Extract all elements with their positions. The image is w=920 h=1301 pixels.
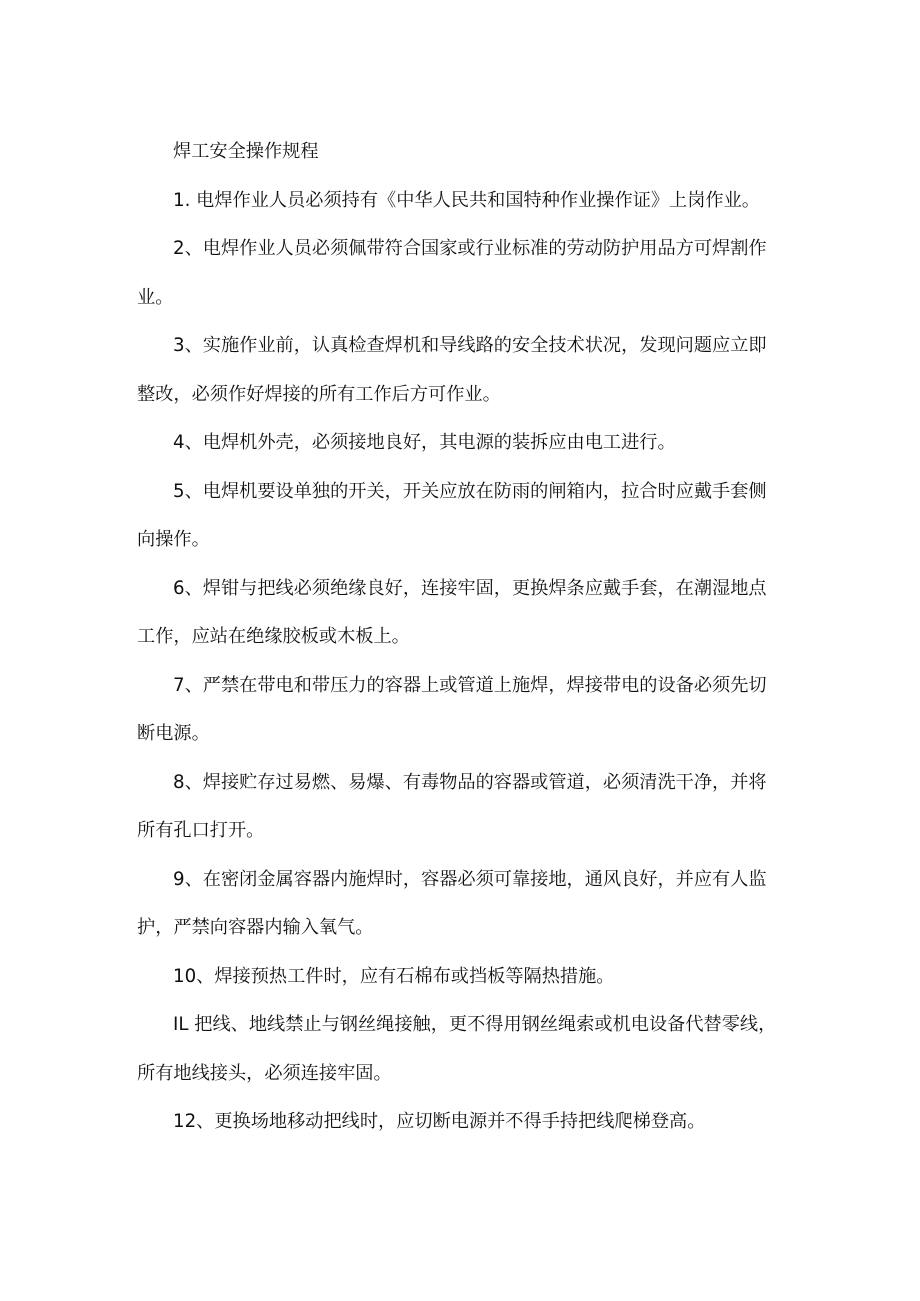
document-title [137,128,797,177]
rule-8-line-1: 8、焊接贮存过易燃、易爆、有毒物品的容器或管道，必须清洗干净，并将 [173,771,767,793]
rule-1 [137,177,797,226]
rule-1-line-1: 1. 电焊作业人员必须持有《中华人民共和国特种作业操作证》上岗作业。 [173,189,760,211]
rule-4-line-1: 4、电焊机外壳，必须接地良好，其电源的装拆应由电工进行。 [173,432,676,453]
rule-3-line-2: 整改，必须作好焊接的所有工作后方可作业。 [137,383,501,405]
rule-2-line-2: 业。 [137,286,174,308]
rule-9-line-1: 9、在密闭金属容器内施焊时，容器必须可靠接地，通风良好，并应有人监 [173,868,767,890]
rule-11-line-1: IL 把线、地线禁止与钢丝绳接触，更不得用钢丝绳索或机电设备代替零线， [173,1014,777,1035]
rule-7-line-2: 断电源。 [137,723,210,744]
rule-7-line-1: 7、严禁在带电和带压力的容器上或管道上施焊，焊接带电的设备必须先切 [173,674,767,696]
rule-5-line-1: 5、电焊机要设单独的开关，开关应放在防雨的闸箱内，拉合时应戴手套侧 [173,480,767,502]
rule-12 [137,1098,797,1147]
rule-2 [137,225,797,322]
rule-9-line-2: 护，严禁向容器内输入氧气。 [137,917,374,938]
rule-3-line-1: 3、实施作业前，认真检查焊机和导线路的安全技术状况，发现问题应立即 [173,335,767,356]
rule-10-line-1: 10、焊接预热工件时，应有石棉布或挡板等隔热措施。 [173,965,615,987]
rule-5-line-2: 向操作。 [137,529,210,550]
rule-9 [137,856,797,953]
document-body [137,128,797,1147]
rule-8-line-2: 所有孔口打开。 [137,820,265,841]
rule-11-line-2: 所有地线接头，必须连接牢固。 [137,1062,392,1084]
rule-6 [137,565,797,662]
rule-7 [137,662,797,759]
rule-2-line-1: 2、电焊作业人员必须佩带符合国家或行业标准的劳动防护用品方可焊割作 [173,238,767,259]
rule-8 [137,759,797,856]
rule-4 [137,419,797,468]
rule-3 [137,322,797,419]
rule-11 [137,1001,797,1098]
rule-12-line-1: 12、更换场地移动把线时，应切断电源并不得手持把线爬梯登高。 [173,1111,706,1132]
rule-6-line-2: 工作，应站在绝缘胶板或木板上。 [137,626,410,647]
title-text: 焊工安全操作规程 [173,141,319,162]
rule-5 [137,468,797,565]
rule-6-line-1: 6、焊钳与把线必须绝缘良好，连接牢固，更换焊条应戴手套，在潮湿地点 [173,577,767,599]
rule-10 [137,953,797,1002]
